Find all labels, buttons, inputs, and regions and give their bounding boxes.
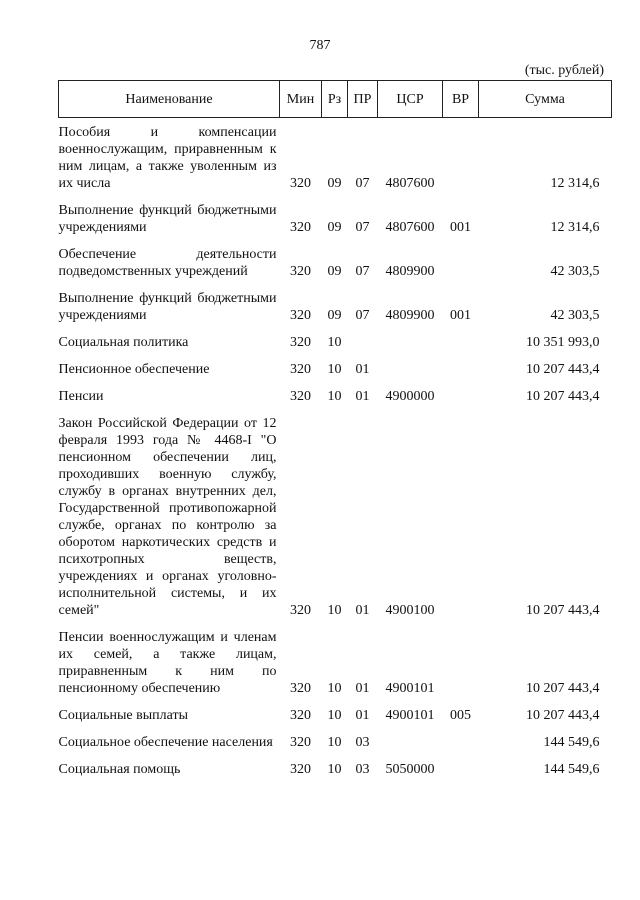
row-vr — [443, 623, 479, 701]
units-label: (тыс. рублей) — [524, 63, 604, 78]
table-row — [59, 409, 612, 623]
row-rz: 10 — [327, 362, 342, 377]
row-vr — [443, 328, 479, 355]
row-sum: 10 207 443,4 — [526, 603, 600, 618]
row-pr: 01 — [355, 389, 370, 404]
row-vr — [443, 240, 479, 284]
row-sum: 42 303,5 — [550, 308, 600, 323]
row-vr — [443, 409, 479, 623]
row-csr — [378, 328, 443, 355]
row-min: 320 — [290, 220, 311, 235]
table-row — [59, 701, 612, 728]
row-rz: 10 — [327, 603, 342, 618]
row-rz: 09 — [327, 264, 342, 279]
table-row — [59, 284, 612, 328]
row-name: Социальная помощь — [58, 762, 181, 777]
row-name: Социальная политика — [58, 335, 189, 350]
header-min: Мин — [280, 81, 322, 118]
row-pr: 01 — [355, 708, 370, 723]
row-rz: 09 — [327, 308, 342, 323]
row-sum: 144 549,6 — [543, 735, 600, 750]
row-rz: 10 — [327, 762, 342, 777]
row-sum: 42 303,5 — [550, 264, 600, 279]
row-min: 320 — [290, 762, 311, 777]
row-csr: 4900000 — [385, 389, 435, 404]
row-vr — [443, 355, 479, 382]
header-rz: Рз — [322, 81, 348, 118]
table-header — [59, 81, 612, 118]
row-name: Закон Российской Федерации от 12 февраля 1993 года № 4468-I "О пенсионном обеспечении лиц, проходивших военную службу, службу в органах внутренних дел, Государственной противопожарной службе, органах по контролю за оборотом наркотических средств и психотропных веществ, учреждениях и органах уголовно-исполнительной системы, и их семей" — [58, 416, 277, 618]
row-pr: 03 — [355, 762, 370, 777]
row-rz: 09 — [327, 176, 342, 191]
row-sum: 12 314,6 — [550, 220, 600, 235]
header-pr: ПР — [348, 81, 378, 118]
table-row — [59, 623, 612, 701]
table-row — [59, 728, 612, 755]
row-csr: 5050000 — [385, 762, 435, 777]
row-vr — [443, 755, 479, 782]
page-number: 787 — [309, 38, 331, 53]
row-vr — [443, 118, 479, 197]
row-rz: 10 — [327, 681, 342, 696]
row-sum: 10 207 443,4 — [526, 708, 600, 723]
row-vr: 001 — [450, 220, 471, 235]
header-name: Наименование — [59, 81, 280, 118]
row-min: 320 — [290, 308, 311, 323]
row-min: 320 — [290, 735, 311, 750]
header-vr: ВР — [443, 81, 479, 118]
row-vr — [443, 728, 479, 755]
row-name: Выполнение функций бюджетными учреждениями — [58, 291, 277, 323]
table-row — [59, 328, 612, 355]
row-rz: 09 — [327, 220, 342, 235]
row-rz: 10 — [327, 389, 342, 404]
row-pr: 07 — [355, 176, 370, 191]
row-name: Пособия и компенсации военнослужащим, приравненным к ним лицам, а также уволенным из их числа — [58, 125, 277, 191]
row-csr — [378, 728, 443, 755]
budget-table — [58, 80, 612, 782]
row-name: Пенсии — [58, 389, 104, 404]
table-row — [59, 355, 612, 382]
row-csr: 4809900 — [385, 308, 435, 323]
row-sum: 10 207 443,4 — [526, 389, 600, 404]
row-vr — [443, 382, 479, 409]
row-sum: 144 549,6 — [543, 762, 600, 777]
row-sum: 10 207 443,4 — [526, 362, 600, 377]
header-csr: ЦСР — [378, 81, 443, 118]
table-body — [59, 118, 612, 783]
row-rz: 10 — [327, 708, 342, 723]
row-pr: 03 — [355, 735, 370, 750]
row-csr: 4807600 — [385, 176, 435, 191]
table-row — [59, 382, 612, 409]
row-pr — [348, 328, 378, 355]
row-min: 320 — [290, 603, 311, 618]
table-row — [59, 755, 612, 782]
row-min: 320 — [290, 389, 311, 404]
row-name: Пенсии военнослужащим и членам их семей, а также лицам, приравненным к ним по пенсионному обеспечению — [58, 630, 277, 696]
table-row — [59, 196, 612, 240]
row-vr: 001 — [450, 308, 471, 323]
table-row — [59, 240, 612, 284]
row-name: Обеспечение деятельности подведомственных учреждений — [58, 247, 277, 279]
table-row — [59, 118, 612, 197]
row-csr: 4900100 — [385, 603, 435, 618]
row-pr: 01 — [355, 681, 370, 696]
row-pr: 01 — [355, 362, 370, 377]
header-sum: Сумма — [479, 81, 612, 118]
row-csr: 4900101 — [385, 681, 435, 696]
row-pr: 07 — [355, 220, 370, 235]
row-sum: 10 207 443,4 — [526, 681, 600, 696]
row-name: Пенсионное обеспечение — [58, 362, 210, 377]
row-csr: 4807600 — [385, 220, 435, 235]
row-name: Социальное обеспечение населения — [58, 735, 273, 750]
row-pr: 07 — [355, 308, 370, 323]
header-row — [59, 81, 612, 118]
row-pr: 01 — [355, 603, 370, 618]
row-name: Социальные выплаты — [58, 708, 189, 723]
row-sum: 10 351 993,0 — [526, 335, 600, 350]
row-min: 320 — [290, 264, 311, 279]
row-csr: 4900101 — [385, 708, 435, 723]
row-min: 320 — [290, 335, 311, 350]
row-min: 320 — [290, 708, 311, 723]
row-vr: 005 — [450, 708, 471, 723]
row-rz: 10 — [327, 335, 342, 350]
row-name: Выполнение функций бюджетными учреждениями — [58, 203, 277, 235]
row-min: 320 — [290, 681, 311, 696]
row-min: 320 — [290, 176, 311, 191]
row-csr: 4809900 — [385, 264, 435, 279]
row-pr: 07 — [355, 264, 370, 279]
row-rz: 10 — [327, 735, 342, 750]
row-min: 320 — [290, 362, 311, 377]
row-sum: 12 314,6 — [550, 176, 600, 191]
row-csr — [378, 355, 443, 382]
